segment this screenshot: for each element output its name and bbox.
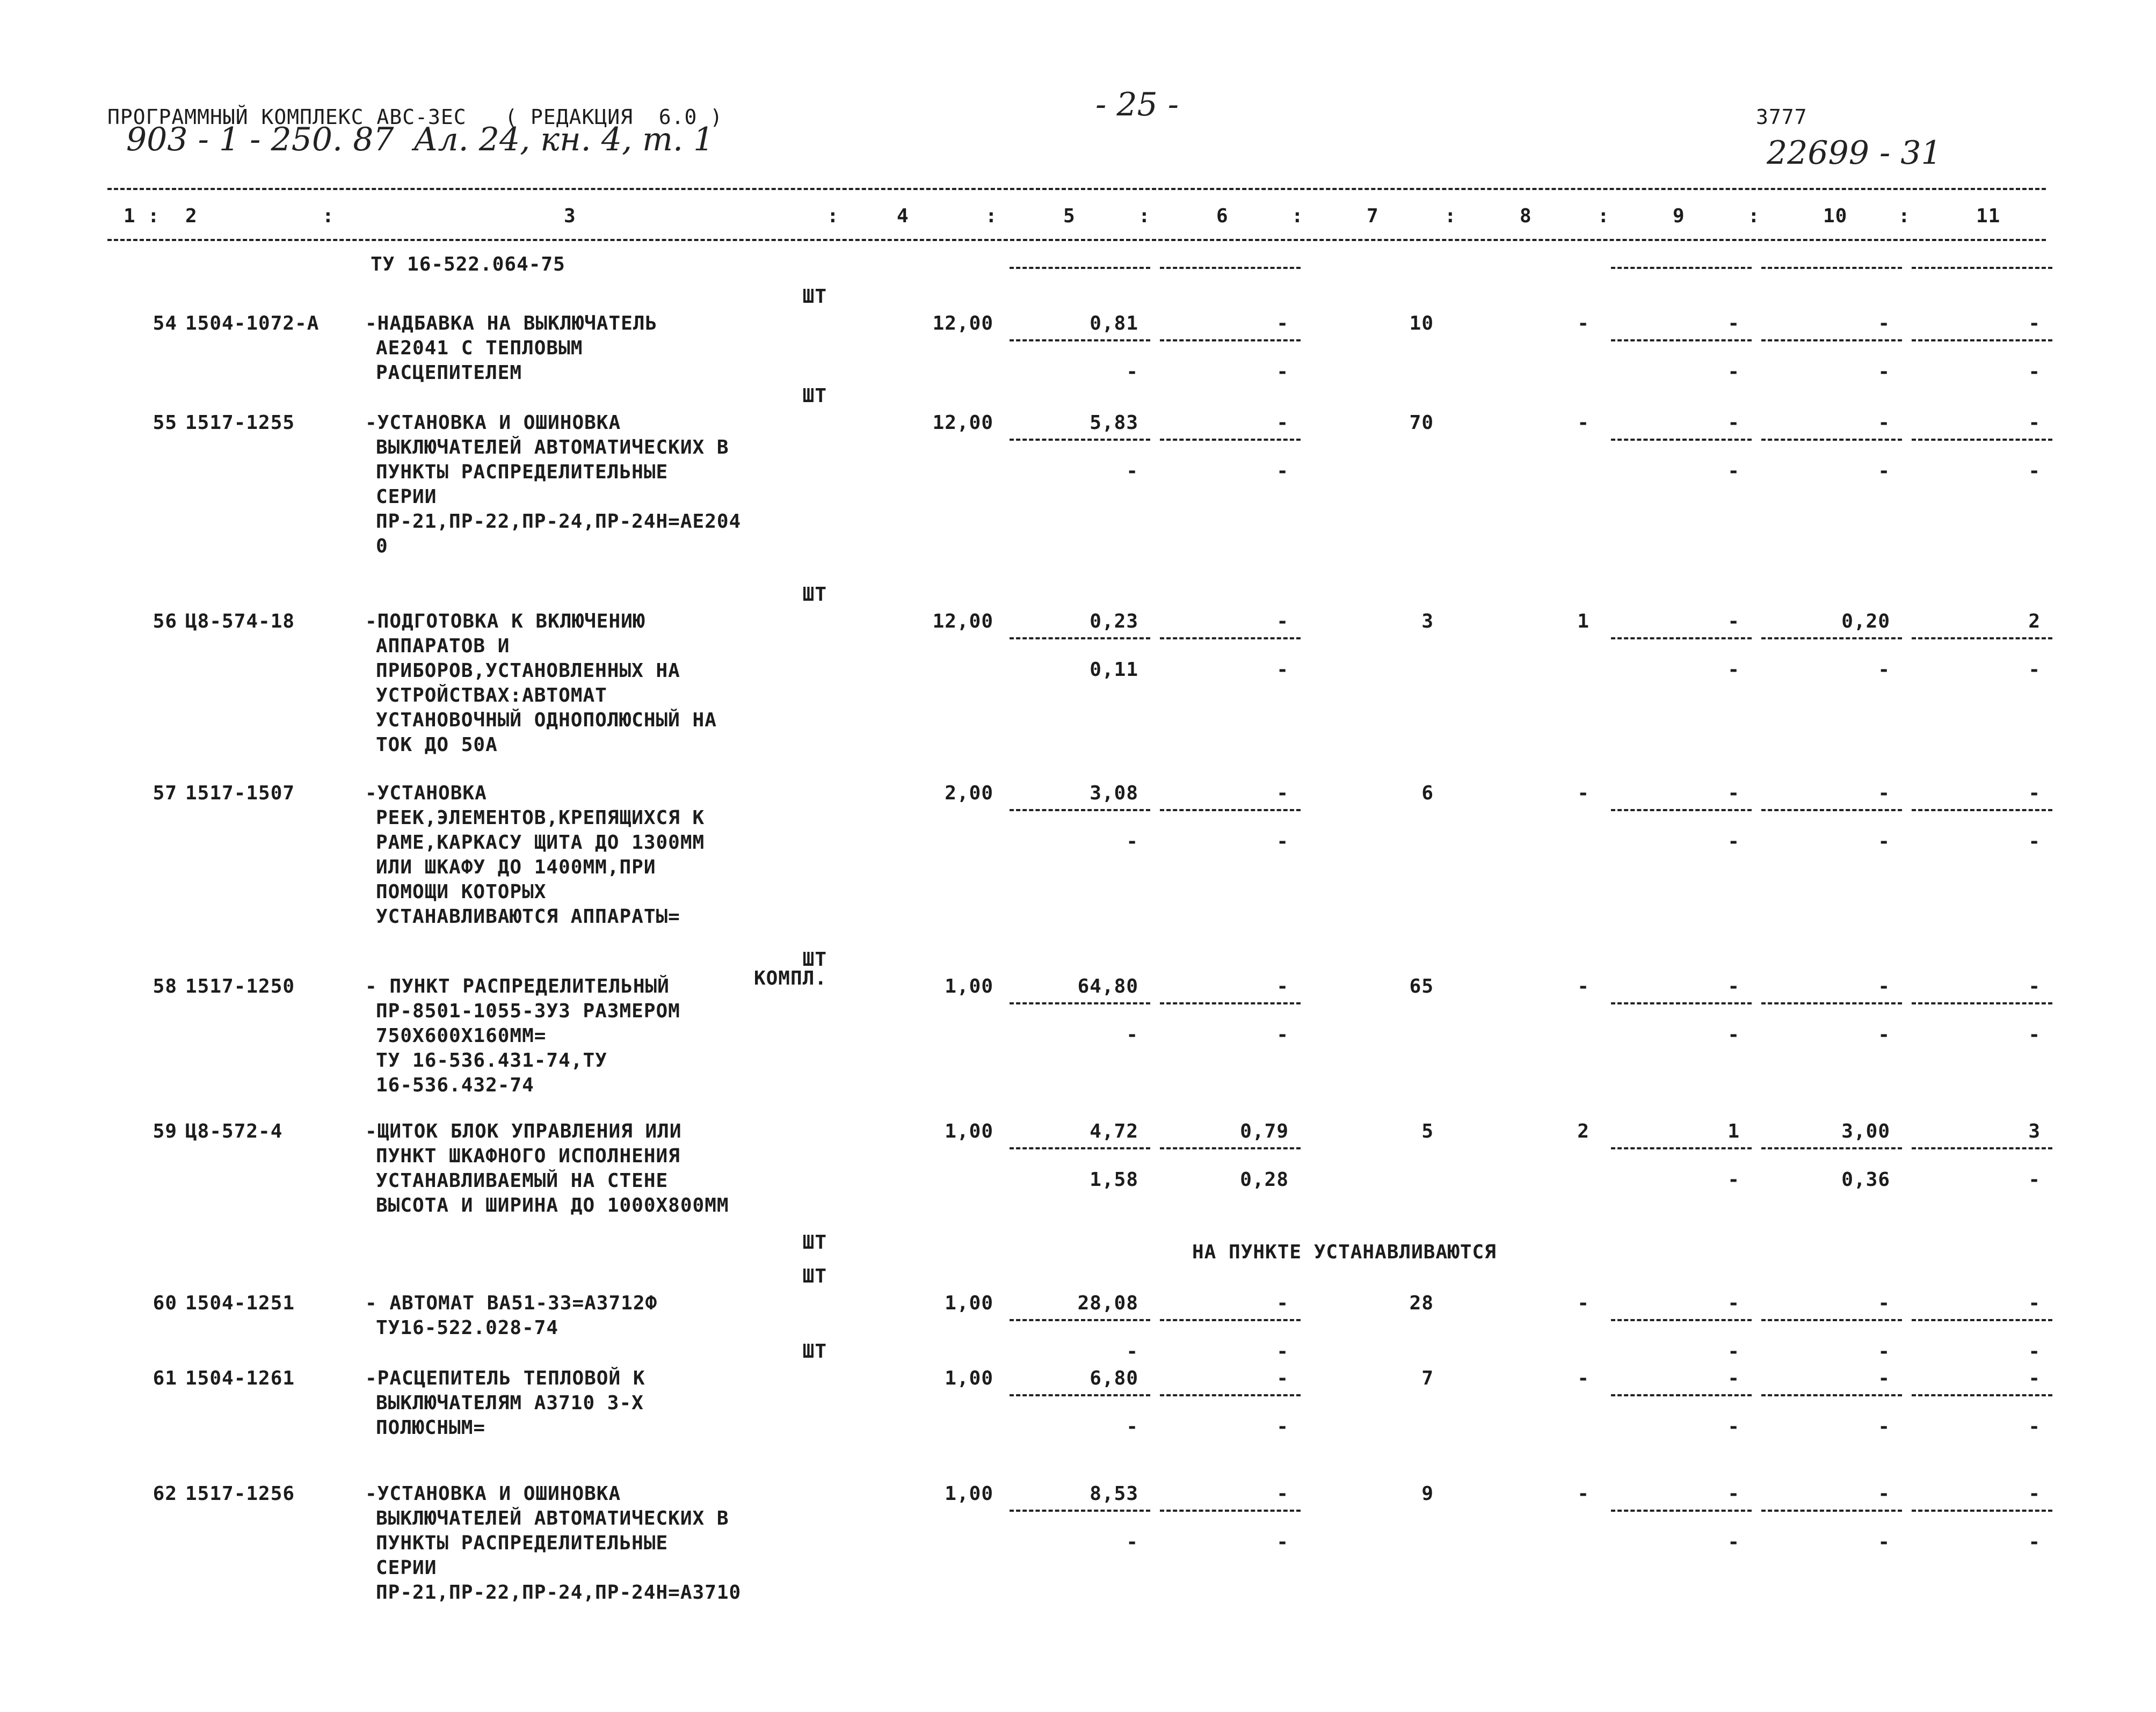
row-number: 59 <box>153 1120 177 1142</box>
unit-label: ШТ <box>802 1265 827 1287</box>
col9-divider <box>1611 809 1752 811</box>
cell-quantity: 12,00 <box>932 412 993 434</box>
cell-col7: 3 <box>1421 610 1434 632</box>
description-line: ПУНКТЫ РАСПРЕДЕЛИТЕЛЬНЫЕ <box>376 1532 669 1554</box>
col9-divider <box>1611 1510 1752 1512</box>
col5-divider <box>1010 1394 1150 1396</box>
cell-col5-bottom: - <box>1126 1341 1138 1363</box>
cell-col8: - <box>1577 975 1589 997</box>
cell-quantity: 1,00 <box>945 1120 993 1142</box>
unit-label: КОМПЛ. <box>753 967 827 989</box>
column-header-10: 10 <box>1823 205 1848 227</box>
cell-col11-top: - <box>2028 1367 2041 1389</box>
row-code: 1517-1507 <box>185 782 295 804</box>
row-code: 1517-1256 <box>185 1483 295 1505</box>
cell-col6-top: - <box>1276 610 1289 632</box>
row-code: 1504-1261 <box>185 1367 295 1389</box>
cell-col10-bottom: - <box>1878 659 1890 681</box>
cell-col6-bottom: - <box>1276 659 1289 681</box>
col5-divider <box>1010 1510 1150 1512</box>
cell-col11-top: 3 <box>2028 1120 2041 1142</box>
cell-quantity: 12,00 <box>932 610 993 632</box>
description-line: ВЫКЛЮЧАТЕЛЕЙ АВТОМАТИЧЕСКИХ В <box>376 1507 729 1529</box>
description-line: -РАСЦЕПИТЕЛЬ ТЕПЛОВОЙ К <box>365 1367 645 1389</box>
cell-col7: 10 <box>1409 312 1434 334</box>
col6-divider <box>1160 1319 1301 1321</box>
cell-col8: - <box>1577 312 1589 334</box>
description-line: ВЫСОТА И ШИРИНА ДО 1000Х800ММ <box>376 1194 729 1216</box>
cell-col8: 1 <box>1577 610 1589 632</box>
column-header-4: 4 <box>897 205 909 227</box>
col5-divider <box>1010 1002 1150 1004</box>
row-code: Ц8-572-4 <box>185 1120 283 1142</box>
cell-col5-top: 64,80 <box>1077 975 1138 997</box>
col11-divider <box>1912 1147 2052 1149</box>
cell-col11-bottom: - <box>2028 1024 2041 1046</box>
cell-col10-bottom: - <box>1878 460 1890 482</box>
col10-divider <box>1761 1002 1902 1004</box>
cell-col9-top: - <box>1727 1367 1740 1389</box>
description-line: -УСТАНОВКА И ОШИНОВКА <box>365 1483 621 1505</box>
col11-divider <box>1912 1510 2052 1512</box>
col5-divider <box>1010 1147 1150 1149</box>
cell-col11-bottom: - <box>2028 1416 2041 1438</box>
column-header-2: 2 <box>185 205 198 227</box>
header-top-rule <box>107 188 2046 190</box>
description-line: РАМЕ,КАРКАСУ ЩИТА ДО 1300ММ <box>376 832 705 854</box>
carryover-divider <box>1761 267 1902 269</box>
cell-col5-bottom: 0,11 <box>1090 659 1138 681</box>
cell-col7: 6 <box>1421 782 1434 804</box>
description-line: ИЛИ ШКАФУ ДО 1400ММ,ПРИ <box>376 856 656 878</box>
cell-quantity: 12,00 <box>932 312 993 334</box>
cell-quantity: 1,00 <box>945 1367 993 1389</box>
cell-col6-bottom: - <box>1276 1531 1289 1553</box>
unit-label: ШТ <box>802 1341 827 1363</box>
col10-divider <box>1761 439 1902 441</box>
description-line: 750Х600Х160ММ= <box>376 1025 547 1047</box>
row-number: 55 <box>153 412 177 434</box>
cell-col9-bottom: - <box>1727 361 1740 383</box>
cell-col9-bottom: - <box>1727 1416 1740 1438</box>
col9-divider <box>1611 637 1752 639</box>
cell-col10-bottom: - <box>1878 361 1890 383</box>
row-number: 61 <box>153 1367 177 1389</box>
col11-divider <box>1912 439 2052 441</box>
handwritten-album-ref: Ал. 24, кн. 4, т. 1 <box>413 121 714 158</box>
cell-col11-top: - <box>2028 1292 2041 1314</box>
cell-col8: - <box>1577 1367 1589 1389</box>
cell-col5-top: 0,23 <box>1090 610 1138 632</box>
cell-col11-bottom: - <box>2028 361 2041 383</box>
description-line: ВЫКЛЮЧАТЕЛЯМ А3710 3-Х <box>376 1392 644 1414</box>
cell-col10-top: 0,20 <box>1841 610 1890 632</box>
description-line: ПОМОЩИ КОТОРЫХ <box>376 881 547 903</box>
cell-col9-top: - <box>1727 975 1740 997</box>
col11-divider <box>1912 637 2052 639</box>
cell-col8: - <box>1577 1483 1589 1505</box>
cell-col8: - <box>1577 782 1589 804</box>
description-line: РЕЕК,ЭЛЕМЕНТОВ,КРЕПЯЩИХСЯ К <box>376 807 705 829</box>
unit-label: ШТ <box>802 1232 827 1254</box>
description-line: - ПУНКТ РАСПРЕДЕЛИТЕЛЬНЫЙ <box>365 975 670 997</box>
description-line: ВЫКЛЮЧАТЕЛЕЙ АВТОМАТИЧЕСКИХ В <box>376 436 729 458</box>
unit-label: ШТ <box>802 286 827 308</box>
cell-col11-top: - <box>2028 782 2041 804</box>
program-header: ПРОГРАММНЫЙ КОМПЛЕКС АВС-ЗЕС ( РЕДАКЦИЯ 6.0 ) <box>107 105 723 129</box>
col11-divider <box>1912 1002 2052 1004</box>
description-line: ПР-21,ПР-22,ПР-24,ПР-24Н=А3710 <box>376 1582 742 1604</box>
description-line: АППАРАТОВ И <box>376 635 510 657</box>
section-note: НА ПУНКТЕ УСТАНАВЛИВАЮТСЯ <box>1192 1241 1497 1263</box>
cell-col6-bottom: - <box>1276 1341 1289 1363</box>
col10-divider <box>1761 1319 1902 1321</box>
cell-col10-bottom: - <box>1878 1416 1890 1438</box>
description-line: АЕ2041 С ТЕПЛОВЫМ <box>376 337 583 359</box>
cell-col9-bottom: - <box>1727 830 1740 853</box>
cell-col10-top: - <box>1878 1367 1890 1389</box>
description-line: СЕРИИ <box>376 486 437 508</box>
col9-divider <box>1611 1319 1752 1321</box>
description-line: ТУ16-522.028-74 <box>376 1317 559 1339</box>
carryover-note: ТУ 16-522.064-75 <box>371 253 565 275</box>
cell-col8: - <box>1577 412 1589 434</box>
carryover-divider <box>1912 267 2052 269</box>
col10-divider <box>1761 1147 1902 1149</box>
column-header-5: 5 <box>1063 205 1076 227</box>
row-code: 1504-1251 <box>185 1292 295 1314</box>
description-line: ТУ 16-536.431-74,ТУ <box>376 1050 607 1072</box>
cell-col5-bottom: - <box>1126 1024 1138 1046</box>
description-line: РАСЦЕПИТЕЛЕМ <box>376 362 522 384</box>
col5-divider <box>1010 1319 1150 1321</box>
cell-col5-top: 3,08 <box>1090 782 1138 804</box>
cell-col6-top: 0,79 <box>1240 1120 1289 1142</box>
col11-divider <box>1912 809 2052 811</box>
col6-divider <box>1160 1002 1301 1004</box>
column-header-9: 9 <box>1673 205 1685 227</box>
cell-col5-bottom: - <box>1126 1531 1138 1553</box>
cell-col9-top: - <box>1727 312 1740 334</box>
col5-divider <box>1010 809 1150 811</box>
col6-divider <box>1160 1147 1301 1149</box>
carryover-divider <box>1010 267 1150 269</box>
column-header-1: 1 <box>124 205 136 227</box>
row-code: 1504-1072-А <box>185 312 320 334</box>
description-line: УСТАНАВЛИВАЕМЫЙ НА СТЕНЕ <box>376 1170 669 1192</box>
column-header-8: 8 <box>1520 205 1532 227</box>
cell-col5-bottom: - <box>1126 1416 1138 1438</box>
cell-col6-top: - <box>1276 1483 1289 1505</box>
description-line: ТОК ДО 50А <box>376 734 498 756</box>
cell-quantity: 2,00 <box>945 782 993 804</box>
cell-col9-bottom: - <box>1727 1024 1740 1046</box>
col9-divider <box>1611 1147 1752 1149</box>
cell-col5-top: 5,83 <box>1090 412 1138 434</box>
cell-col9-top: - <box>1727 1483 1740 1505</box>
cell-col10-bottom: - <box>1878 1341 1890 1363</box>
row-number: 62 <box>153 1483 177 1505</box>
cell-col5-bottom: - <box>1126 460 1138 482</box>
cell-col9-bottom: - <box>1727 1169 1740 1191</box>
handwritten-inventory-number: 22699 - 31 <box>1767 134 1942 172</box>
row-number: 56 <box>153 610 177 632</box>
column-header-7: 7 <box>1367 205 1379 227</box>
cell-col6-bottom: - <box>1276 1416 1289 1438</box>
cell-quantity: 1,00 <box>945 975 993 997</box>
cell-col7: 28 <box>1409 1292 1434 1314</box>
description-line: ПОЛЮСНЫМ= <box>376 1417 486 1439</box>
col9-divider <box>1611 339 1752 341</box>
unit-label: ШТ <box>802 385 827 407</box>
cell-quantity: 1,00 <box>945 1292 993 1314</box>
cell-col6-top: - <box>1276 1292 1289 1314</box>
col10-divider <box>1761 1510 1902 1512</box>
description-line: УСТАНАВЛИВАЮТСЯ АППАРАТЫ= <box>376 906 680 928</box>
col11-divider <box>1912 1319 2052 1321</box>
description-line: 0 <box>376 535 388 557</box>
row-code: 1517-1255 <box>185 412 295 434</box>
cell-col9-top: - <box>1727 412 1740 434</box>
col9-divider <box>1611 1002 1752 1004</box>
cell-col10-top: 3,00 <box>1841 1120 1890 1142</box>
cell-col10-bottom: 0,36 <box>1841 1169 1890 1191</box>
carryover-divider <box>1611 267 1752 269</box>
cell-col9-top: - <box>1727 610 1740 632</box>
cell-col7: 7 <box>1421 1367 1434 1389</box>
description-line: -УСТАНОВКА И ОШИНОВКА <box>365 412 621 434</box>
row-number: 57 <box>153 782 177 804</box>
cell-col11-top: 2 <box>2028 610 2041 632</box>
cell-col9-bottom: - <box>1727 1341 1740 1363</box>
cell-col7: 9 <box>1421 1483 1434 1505</box>
cell-col8: - <box>1577 1292 1589 1314</box>
cell-col8: 2 <box>1577 1120 1589 1142</box>
cell-col6-top: - <box>1276 975 1289 997</box>
cell-col10-bottom: - <box>1878 1531 1890 1553</box>
col10-divider <box>1761 339 1902 341</box>
column-header-6: 6 <box>1216 205 1229 227</box>
col10-divider <box>1761 1394 1902 1396</box>
cell-col10-top: - <box>1878 412 1890 434</box>
cell-col11-bottom: - <box>2028 1169 2041 1191</box>
description-line: СЕРИИ <box>376 1557 437 1579</box>
col5-divider <box>1010 439 1150 441</box>
cell-col11-bottom: - <box>2028 1341 2041 1363</box>
cell-col5-top: 8,53 <box>1090 1483 1138 1505</box>
cell-col5-bottom: 1,58 <box>1090 1169 1138 1191</box>
cell-col5-top: 6,80 <box>1090 1367 1138 1389</box>
column-header-11: 11 <box>1976 205 2001 227</box>
description-line: ПРИБОРОВ,УСТАНОВЛЕННЫХ НА <box>376 660 680 682</box>
description-line: ПУНКТЫ РАСПРЕДЕЛИТЕЛЬНЫЕ <box>376 461 669 483</box>
description-line: ПУНКТ ШКАФНОГО ИСПОЛНЕНИЯ <box>376 1145 680 1167</box>
col6-divider <box>1160 1394 1301 1396</box>
cell-col9-top: - <box>1727 1292 1740 1314</box>
header-bottom-rule <box>107 239 2046 241</box>
description-line: -УСТАНОВКА <box>365 782 487 804</box>
col10-divider <box>1761 809 1902 811</box>
cell-col7: 5 <box>1421 1120 1434 1142</box>
cell-col6-top: - <box>1276 312 1289 334</box>
unit-label: ШТ <box>802 949 827 971</box>
cell-col9-top: 1 <box>1727 1120 1740 1142</box>
document-number: 3777 <box>1756 105 1807 129</box>
cell-col10-top: - <box>1878 1292 1890 1314</box>
cell-col11-bottom: - <box>2028 659 2041 681</box>
col11-divider <box>1912 339 2052 341</box>
cell-col6-bottom: 0,28 <box>1240 1169 1289 1191</box>
row-code: 1517-1250 <box>185 975 295 997</box>
cell-col5-bottom: - <box>1126 361 1138 383</box>
cell-col11-top: - <box>2028 312 2041 334</box>
cell-col5-top: 0,81 <box>1090 312 1138 334</box>
description-line: - АВТОМАТ ВА51-33=А3712Ф <box>365 1292 658 1314</box>
row-number: 54 <box>153 312 177 334</box>
cell-col10-top: - <box>1878 1483 1890 1505</box>
cell-col9-top: - <box>1727 782 1740 804</box>
row-number: 58 <box>153 975 177 997</box>
col9-divider <box>1611 1394 1752 1396</box>
cell-col6-top: - <box>1276 1367 1289 1389</box>
cell-col9-bottom: - <box>1727 1531 1740 1553</box>
cell-col6-bottom: - <box>1276 1024 1289 1046</box>
cell-col10-top: - <box>1878 975 1890 997</box>
carryover-divider <box>1160 267 1301 269</box>
row-code: Ц8-574-18 <box>185 610 295 632</box>
description-line: 16-536.432-74 <box>376 1074 534 1096</box>
unit-label: ШТ <box>802 584 827 606</box>
description-line: ПР-8501-1055-3У3 РАЗМЕРОМ <box>376 1000 680 1022</box>
cell-col6-top: - <box>1276 412 1289 434</box>
cell-col6-top: - <box>1276 782 1289 804</box>
cell-col7: 70 <box>1409 412 1434 434</box>
col10-divider <box>1761 637 1902 639</box>
cell-col7: 65 <box>1409 975 1434 997</box>
cell-col11-top: - <box>2028 1483 2041 1505</box>
description-line: УСТРОЙСТВАХ:АВТОМАТ <box>376 684 607 706</box>
description-line: -НАДБАВКА НА ВЫКЛЮЧАТЕЛЬ <box>365 312 658 334</box>
cell-col10-top: - <box>1878 312 1890 334</box>
col6-divider <box>1160 439 1301 441</box>
cell-col10-top: - <box>1878 782 1890 804</box>
col5-divider <box>1010 637 1150 639</box>
cell-col11-bottom: - <box>2028 830 2041 853</box>
cell-col10-bottom: - <box>1878 1024 1890 1046</box>
col6-divider <box>1160 809 1301 811</box>
description-line: -ЩИТОК БЛОК УПРАВЛЕНИЯ ИЛИ <box>365 1120 682 1142</box>
cell-col6-bottom: - <box>1276 830 1289 853</box>
col6-divider <box>1160 637 1301 639</box>
cell-col11-bottom: - <box>2028 1531 2041 1553</box>
col5-divider <box>1010 339 1150 341</box>
cell-col10-bottom: - <box>1878 830 1890 853</box>
cell-col6-bottom: - <box>1276 460 1289 482</box>
handwritten-project-code: 903 - 1 - 250. 87 <box>126 121 394 158</box>
cell-col5-top: 4,72 <box>1090 1120 1138 1142</box>
cell-col11-bottom: - <box>2028 460 2041 482</box>
col6-divider <box>1160 1510 1301 1512</box>
cell-col9-bottom: - <box>1727 659 1740 681</box>
description-line: ПР-21,ПР-22,ПР-24,ПР-24Н=АЕ204 <box>376 511 742 533</box>
cell-col11-top: - <box>2028 412 2041 434</box>
cell-col5-bottom: - <box>1126 830 1138 853</box>
column-header-3: 3 <box>564 205 576 227</box>
col9-divider <box>1611 439 1752 441</box>
cell-col5-top: 28,08 <box>1077 1292 1138 1314</box>
cell-col9-bottom: - <box>1727 460 1740 482</box>
page-number: - 25 - <box>1095 86 1179 123</box>
cell-col11-top: - <box>2028 975 2041 997</box>
row-number: 60 <box>153 1292 177 1314</box>
cell-quantity: 1,00 <box>945 1483 993 1505</box>
col6-divider <box>1160 339 1301 341</box>
description-line: -ПОДГОТОВКА К ВКЛЮЧЕНИЮ <box>365 610 645 632</box>
description-line: УСТАНОВОЧНЫЙ ОДНОПОЛЮСНЫЙ НА <box>376 709 717 731</box>
col11-divider <box>1912 1394 2052 1396</box>
cell-col6-bottom: - <box>1276 361 1289 383</box>
